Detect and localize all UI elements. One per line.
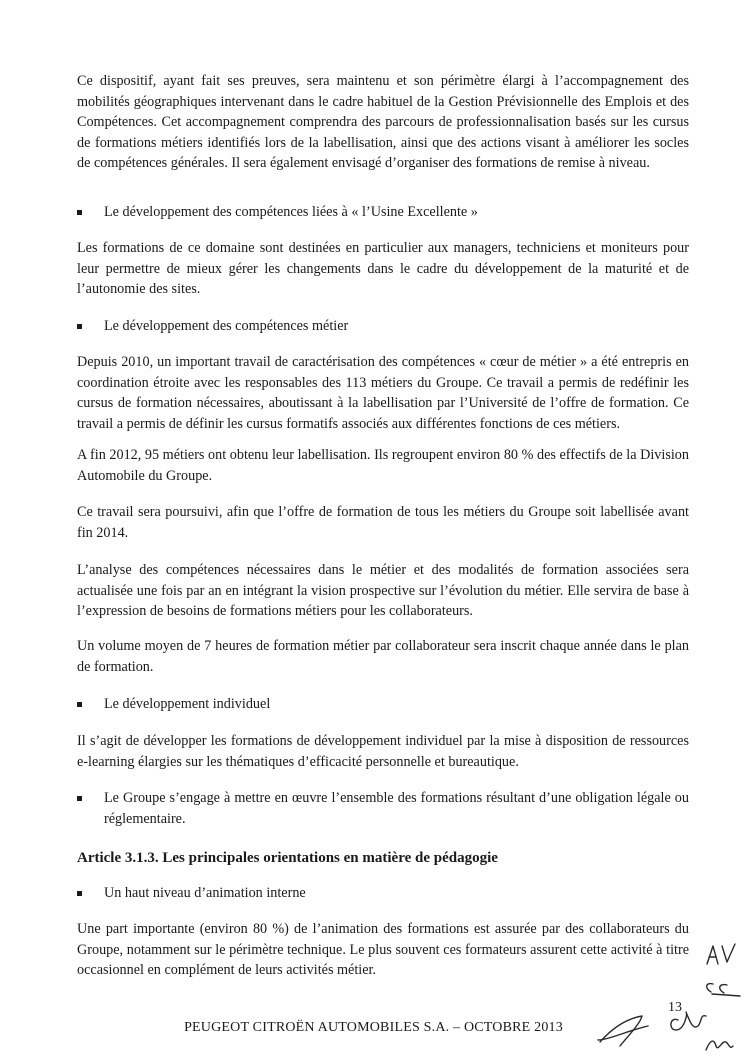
- paragraph-mobility: Ce dispositif, ayant fait ses preuves, sera maintenu et son périmètre élargi à l’accompagnement des mobilités géographiques intervenant dans le cadre habituel de la Gestion Prévisionnelle des Emplois et des Compétences. Cet accompagnement comprendra des parcours de professionnalisation basés sur les cursus de formations métiers identifiés lors de la labellisation, ainsi que des actions visant à améliorer les socles de compétences générales. Il sera également envisagé d’organiser des formations de remise à niveau.: [77, 73, 689, 171]
- paragraph-analyse: L’analyse des compétences nécessaires dans le métier et des modalités de formation associées sera actualisée une fois par an en intégrant la vision prospective sur l’évolution du métier. Elle servira de base à l’expression de besoins de formations métiers pour les collaborateurs.: [77, 562, 689, 619]
- page-number: 13: [668, 1000, 682, 1015]
- bullet-text: Le développement individuel: [104, 696, 271, 712]
- paragraph-usine-excellente: Les formations de ce domaine sont destinées en particulier aux managers, techniciens et moniteurs pour leur permettre de mieux gérer les changements dans le cadre du développement de la maturité et de l’autonomie des sites.: [77, 240, 689, 297]
- paragraph-travail-poursuivi: Ce travail sera poursuivi, afin que l’offre de formation de tous les métiers du Groupe soit labellisée avant fin 2014.: [77, 504, 689, 541]
- bullet-text: Le Groupe s’engage à mettre en œuvre l’ensemble des formations résultant d’une obligation légale ou réglementaire.: [104, 790, 689, 827]
- bullet-text: Le développement des compétences liées à « l’Usine Excellente »: [104, 204, 478, 220]
- paragraph-e-learning: Il s’agit de développer les formations de développement individuel par la mise à disposition de ressources e-learning élargies sur les thématiques d’efficacité personnelle et bureautique.: [77, 733, 689, 770]
- bullet-text: Le développement des compétences métier: [104, 318, 349, 334]
- paragraph-volume-moyen: Un volume moyen de 7 heures de formation métier par collaborateur sera inscrit chaque année dans le plan de formation.: [77, 638, 689, 675]
- paragraph-caracterisation: Depuis 2010, un important travail de caractérisation des compétences « cœur de métier » a été entrepris en coordination étroite avec les responsables des 113 métiers du Groupe. Ce travail a permis de redéfinir les cursus de formation nécessaires, aboutissant à la labellisation par l’Université de l’offre de formation. Ce travail a permis de définir les cursus formatifs associés aux différentes fonctions de ces métiers.: [77, 354, 689, 432]
- page-footer: PEUGEOT CITROËN AUTOMOBILES S.A. – OCTOBRE 2013: [184, 1020, 563, 1035]
- paragraph-labellisation-2012: A fin 2012, 95 métiers ont obtenu leur labellisation. Ils regroupent environ 80 % des effectifs de la Division Automobile du Groupe.: [77, 447, 689, 484]
- article-heading: Article 3.1.3. Les principales orientations en matière de pédagogie: [77, 850, 498, 866]
- bullet-text: Un haut niveau d’animation interne: [104, 885, 306, 901]
- paragraph-animation: Une part importante (environ 80 %) de l’animation des formations est assurée par des collaborateurs du Groupe, notamment sur le périmètre technique. Le plus souvent ces formateurs assurent cette activité à titre occasionnel en complément de leurs activités métier.: [77, 921, 689, 978]
